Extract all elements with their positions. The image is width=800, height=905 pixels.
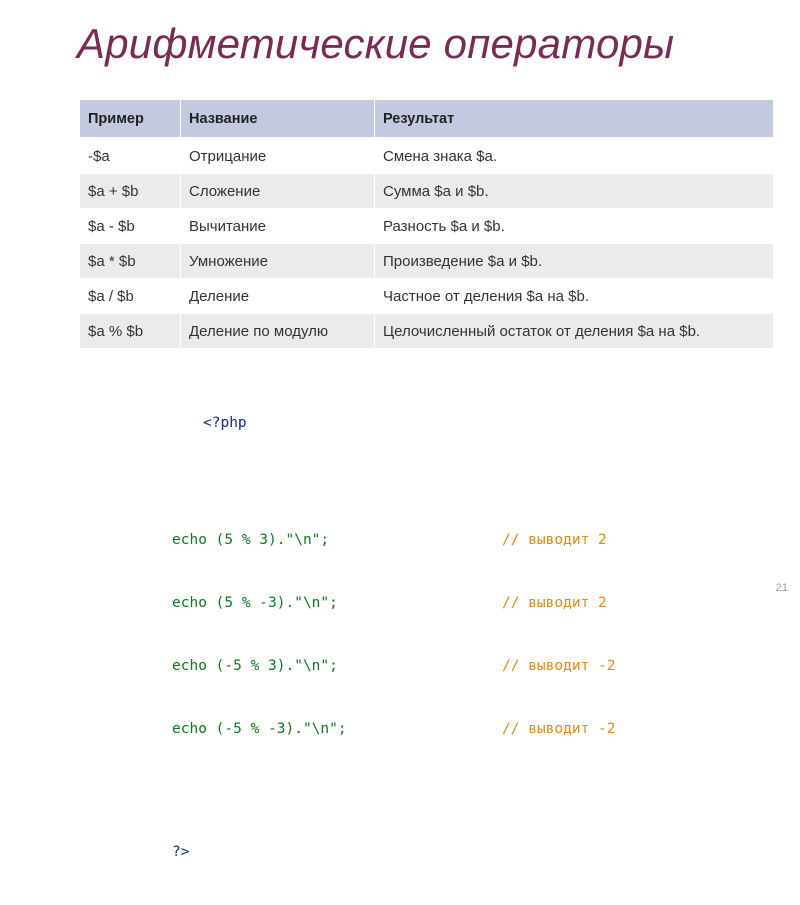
cell-name: Умножение xyxy=(181,244,375,279)
code-comment: // выводит -2 xyxy=(502,658,616,674)
code-line xyxy=(172,530,616,551)
page-number: 21 xyxy=(775,582,788,594)
header-result: Результат xyxy=(375,100,774,138)
code-line xyxy=(172,719,616,740)
cell-example: $a % $b xyxy=(80,314,181,349)
table-row xyxy=(80,279,774,314)
cell-result: Смена знака $a. xyxy=(375,138,774,174)
cell-example: $a + $b xyxy=(80,174,181,209)
code-comment: // выводит 2 xyxy=(502,532,607,548)
cell-result: Произведение $a и $b. xyxy=(375,244,774,279)
cell-example: -$a xyxy=(80,138,181,174)
table-row xyxy=(80,174,774,209)
code-comment: // выводит 2 xyxy=(502,595,607,611)
operators-table xyxy=(79,100,773,349)
code-statement: echo (5 % -3)."\n"; xyxy=(172,595,338,611)
code-open-line xyxy=(172,413,616,434)
slide-title: Арифметические операторы xyxy=(77,20,675,67)
php-open-tag: <?php xyxy=(203,415,247,431)
cell-result: Сумма $a и $b. xyxy=(375,174,774,209)
table-row xyxy=(80,314,774,349)
cell-result: Целочисленный остаток от деления $a на $b. xyxy=(375,314,774,349)
code-block xyxy=(172,371,616,905)
cell-example: $a / $b xyxy=(80,279,181,314)
code-statement: echo (5 % 3)."\n"; xyxy=(172,532,330,548)
cell-name: Отрицание xyxy=(181,138,375,174)
header-example: Пример xyxy=(80,100,181,138)
cell-name: Вычитание xyxy=(181,209,375,244)
code-comment: // выводит -2 xyxy=(502,721,616,737)
table-row xyxy=(80,209,774,244)
code-line xyxy=(172,656,616,677)
table-row xyxy=(80,138,774,174)
table-row xyxy=(80,244,774,279)
cell-result: Частное от деления $a на $b. xyxy=(375,279,774,314)
cell-name: Деление xyxy=(181,279,375,314)
code-statement: echo (-5 % -3)."\n"; xyxy=(172,721,347,737)
cell-result: Разность $a и $b. xyxy=(375,209,774,244)
cell-name: Деление по модулю xyxy=(181,314,375,349)
cell-example: $a - $b xyxy=(80,209,181,244)
cell-name: Сложение xyxy=(181,174,375,209)
code-close-line xyxy=(172,842,616,863)
table-header-row xyxy=(80,100,774,138)
php-close-tag: ?> xyxy=(172,844,190,860)
code-line xyxy=(172,593,616,614)
cell-example: $a * $b xyxy=(80,244,181,279)
code-statement: echo (-5 % 3)."\n"; xyxy=(172,658,338,674)
header-name: Название xyxy=(181,100,375,138)
